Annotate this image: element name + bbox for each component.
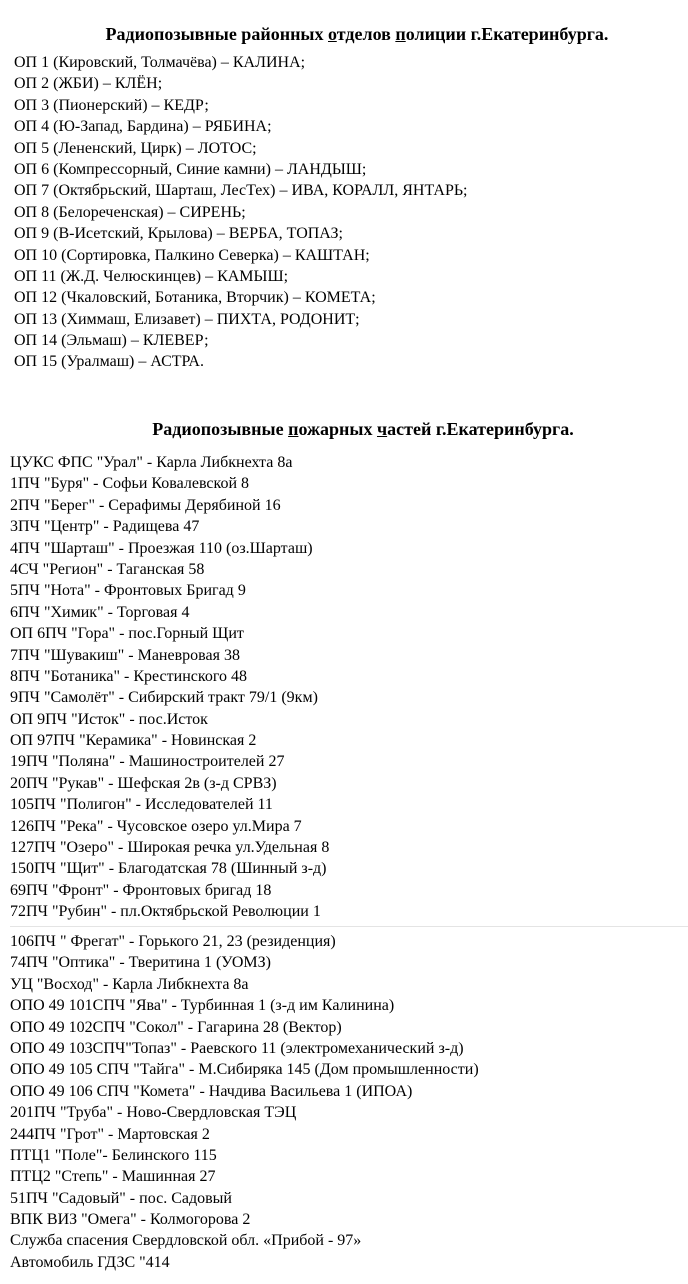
section-divider — [10, 926, 688, 927]
police-callsign-item: ОП 7 (Октябрьский, Шарташ, ЛесТех) – ИВА, КОРАЛЛ, ЯНТАРЬ; — [14, 182, 468, 200]
police-callsign-item: ОП 15 (Уралмаш) – АСТРА. — [14, 353, 204, 371]
fire-callsign-list-secondary — [10, 931, 479, 1273]
fire-callsign-item: ОП 6ПЧ "Гора" - пос.Горный Щит — [10, 625, 244, 643]
heading-text: Радиопозывные районных — [105, 24, 328, 45]
police-callsign-item: ОП 1 (Кировский, Толмачёва) – КАЛИНА; — [14, 54, 306, 71]
fire-callsign-item: 69ПЧ "Фронт" - Фронтовых бригад 18 — [10, 881, 272, 899]
fire-callsign-item: 72ПЧ "Рубин" - пл.Октябрьской Революции 1 — [10, 903, 321, 921]
heading-emphasis-letter: п — [288, 419, 299, 440]
heading-emphasis-letter: ч — [376, 419, 388, 440]
fire-callsign-item: 150ПЧ "Щит" - Благодатская 78 (Шинный з-д) — [10, 860, 327, 878]
police-callsign-item: ОП 12 (Чкаловский, Ботаника, Вторчик) – КОМЕТА; — [14, 289, 376, 307]
police-callsign-item: ОП 6 (Компрессорный, Синие камни) – ЛАНДЫШ; — [14, 160, 367, 178]
police-callsign-item: ОП 2 (ЖБИ) – КЛЁН; — [14, 75, 163, 93]
heading-emphasis-letter: о — [328, 24, 337, 45]
fire-callsign-item: ОПО 49 101СПЧ "Ява" - Турбинная 1 (з-д им Калинина) — [10, 997, 395, 1015]
police-callsign-item: ОП 10 (Сортировка, Палкино Северка) – КАШТАН; — [14, 246, 370, 264]
fire-callsign-item: 201ПЧ "Труба" - Ново-Свердловская ТЭЦ — [10, 1104, 297, 1122]
fire-callsign-item: ПТЦ1 "Поле"- Белинского 115 — [10, 1146, 217, 1164]
heading-text: Радиопозывные — [152, 419, 289, 440]
police-callsign-item: ОП 9 (В-Исетский, Крылова) – ВЕРБА, ТОПАЗ; — [14, 225, 343, 243]
fire-callsign-item: Служба спасения Свердловской обл. «Прибой - 97» — [10, 1232, 362, 1250]
heading-emphasis-letter: п — [395, 24, 406, 45]
fire-callsign-item: ОПО 49 105 СПЧ "Тайга" - М.Сибиряка 145 (Дом промышленности) — [10, 1061, 479, 1079]
fire-callsign-item: 244ПЧ "Грот" - Мартовская 2 — [10, 1125, 210, 1143]
fire-callsign-item: 4ПЧ "Шарташ" - Проезжая 110 (оз.Шарташ) — [10, 539, 313, 557]
fire-callsign-item: ОПО 49 106 СПЧ "Комета" - Начдива Васильева 1 (ИПОА) — [10, 1082, 413, 1100]
police-callsign-item: ОП 14 (Эльмаш) – КЛЕВЕР; — [14, 332, 209, 350]
fire-callsign-item: 106ПЧ " Фрегат" - Горького 21, 23 (резиденция) — [10, 933, 336, 950]
fire-callsign-item: 2ПЧ "Берег" - Серафимы Дерябиной 16 — [10, 496, 281, 514]
heading-text: олиции г.Екатеринбурга. — [405, 24, 609, 45]
fire-callsign-item: ВПК ВИЗ "Омега" - Колмогорова 2 — [10, 1211, 251, 1229]
police-callsign-list — [14, 52, 468, 373]
fire-callsign-item: 105ПЧ "Полигон" - Исследователей 11 — [10, 796, 273, 814]
fire-callsign-item: 19ПЧ "Поляна" - Машиностроителей 27 — [10, 753, 285, 771]
fire-callsign-item: 7ПЧ "Шувакиш" - Маневровая 38 — [10, 646, 240, 664]
fire-callsign-item: ОП 97ПЧ "Керамика" - Новинская 2 — [10, 732, 257, 750]
fire-callsign-item: ПТЦ2 "Степь" - Машинная 27 — [10, 1168, 216, 1186]
fire-callsign-item: 6ПЧ "Химик" - Торговая 4 — [10, 603, 190, 621]
police-section-heading — [0, 23, 688, 45]
fire-callsign-item: Автомобиль ГДЗС "414 — [10, 1253, 170, 1271]
fire-callsign-item: 8ПЧ "Ботаника" - Крестинского 48 — [10, 667, 247, 685]
fire-callsign-item: ОПО 49 102СПЧ "Сокол" - Гагарина 28 (Вектор) — [10, 1018, 342, 1036]
fire-callsign-item: ОП 9ПЧ "Исток" - пос.Исток — [10, 710, 208, 728]
police-callsign-item: ОП 11 (Ж.Д. Челюскинцев) – КАМЫШ; — [14, 267, 289, 285]
fire-callsign-item: 127ПЧ "Озеро" - Широкая речка ул.Удельная 8 — [10, 839, 330, 857]
police-callsign-item: ОП 3 (Пионерский) – КЕДР; — [14, 96, 209, 114]
police-callsign-item: ОП 4 (Ю-Запад, Бардина) – РЯБИНА; — [14, 118, 272, 136]
police-callsign-item: ОП 13 (Химмаш, Елизавет) – ПИХТА, РОДОНИТ; — [14, 310, 360, 328]
police-callsign-item: ОП 8 (Белореченская) – СИРЕНЬ; — [14, 203, 246, 221]
fire-callsign-item: ЦУКС ФПС "Урал" - Карла Либкнехта 8а — [10, 454, 293, 471]
fire-callsign-item: ОПО 49 103СПЧ"Топаз" - Раевского 11 (электромеханический з-д) — [10, 1039, 464, 1057]
fire-callsign-item: 3ПЧ "Центр" - Радищева 47 — [10, 518, 200, 536]
fire-callsign-item: 51ПЧ "Садовый" - пос. Садовый — [10, 1189, 232, 1207]
heading-text: тделов — [336, 24, 396, 45]
heading-text: астей г.Екатеринбурга. — [387, 419, 574, 440]
fire-callsign-item: 1ПЧ "Буря" - Софьи Ковалевской 8 — [10, 475, 250, 493]
fire-callsign-item: 20ПЧ "Рукав" - Шефская 2в (з-д СРВЗ) — [10, 774, 277, 792]
fire-callsign-item: 74ПЧ "Оптика" - Тверитина 1 (УОМЗ) — [10, 954, 271, 972]
fire-callsign-item: 4СЧ "Регион" - Таганская 58 — [10, 560, 205, 578]
heading-text: ожарных — [298, 419, 377, 440]
fire-section-heading — [0, 418, 688, 440]
fire-callsign-list-primary — [10, 452, 329, 923]
fire-callsign-item: 126ПЧ "Река" - Чусовское озеро ул.Мира 7 — [10, 817, 302, 835]
police-callsign-item: ОП 5 (Лененский, Цирк) – ЛОТОС; — [14, 139, 257, 157]
fire-callsign-item: 9ПЧ "Самолёт" - Сибирский тракт 79/1 (9км) — [10, 689, 318, 707]
fire-callsign-item: 5ПЧ "Нота" - Фронтовых Бригад 9 — [10, 582, 246, 600]
fire-callsign-item: УЦ "Восход" - Карла Либкнехта 8а — [10, 975, 249, 993]
